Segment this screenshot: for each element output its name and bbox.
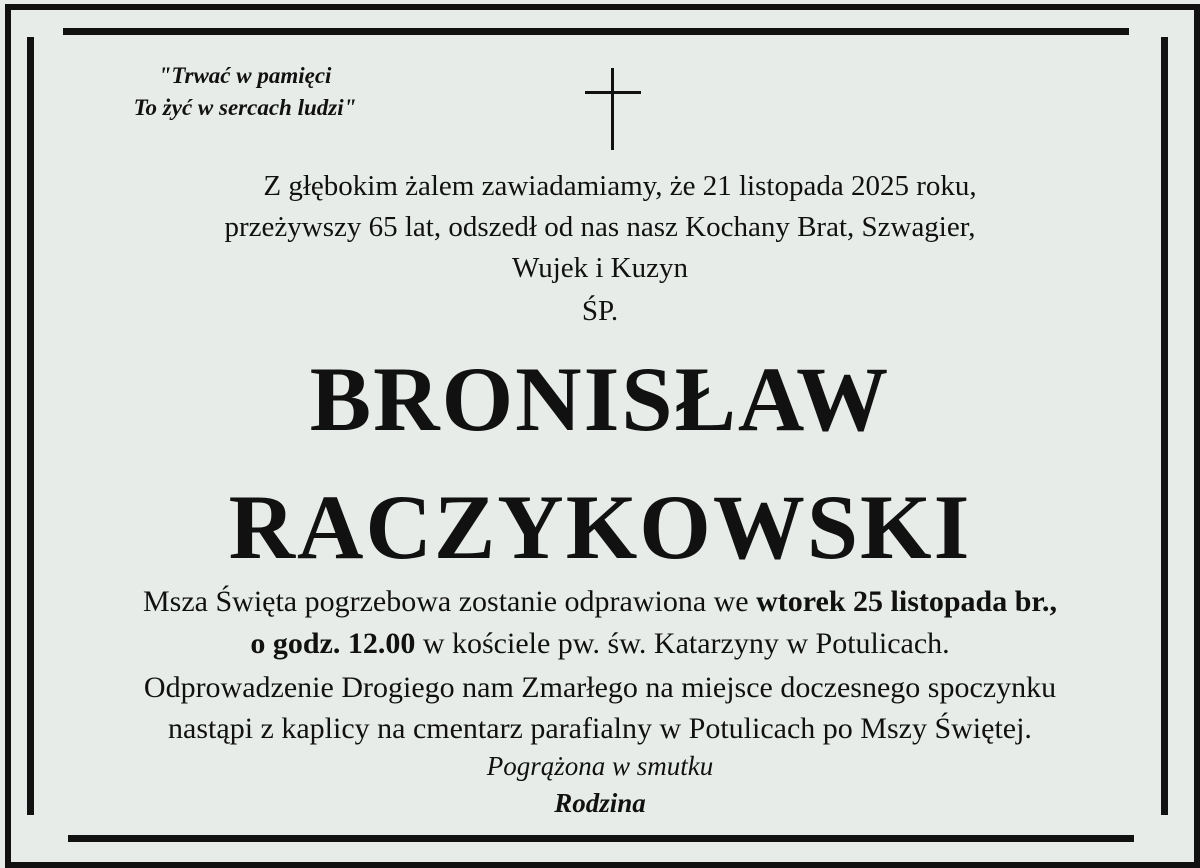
- mass-text: Msza Święta pogrzebowa zostanie odprawiona we: [142, 585, 757, 618]
- mass-location: w kościele pw. św. Katarzyny w Potulicach.: [415, 627, 950, 660]
- top-border-rule: [63, 28, 1129, 35]
- announcement-line-1: Z głębokim żalem zawiadamiamy, że 21 listopada 2025 roku,: [263, 170, 977, 202]
- mass-time: o godz. 12.00: [250, 627, 416, 660]
- grieving-signature: Pogrążona w smutku: [486, 751, 714, 781]
- burial-info-line-2: nastąpi z kaplicy na cmentarz parafialny w Potulicach po Mszy Świętej.: [168, 712, 1032, 745]
- sp-prefix: ŚP.: [581, 295, 619, 327]
- funeral-mass-line-1: [60, 585, 1140, 619]
- announcement-line-2: przeżywszy 65 lat, odszedł od nas nasz Kochany Brat, Szwagier,: [224, 211, 976, 243]
- burial-info-line-1: Odprowadzenie Drogiego nam Zmarłego na miejsce doczesnego spoczynku: [143, 671, 1057, 704]
- announcement-line-3: Wujek i Kuzyn: [511, 252, 688, 284]
- family-signature: Rodzina: [554, 788, 646, 818]
- deceased-first-name: BRONISŁAW: [309, 348, 891, 450]
- funeral-mass-line-2: [60, 627, 1140, 661]
- bottom-border-rule: [68, 835, 1134, 842]
- cross-horizontal-bar: [585, 91, 641, 94]
- cross-vertical-bar: [611, 68, 614, 150]
- memorial-motto: [95, 60, 395, 124]
- motto-line-1: "Trwać w pamięci: [158, 63, 332, 88]
- deceased-last-name: RACZYKOWSKI: [228, 476, 972, 578]
- latin-cross-icon: [585, 68, 641, 150]
- motto-line-2: To żyć w sercach ludzi": [133, 95, 357, 120]
- right-border-rule: [1161, 37, 1168, 815]
- left-border-rule: [27, 37, 34, 815]
- mass-date: wtorek 25 listopada br.,: [756, 585, 1057, 618]
